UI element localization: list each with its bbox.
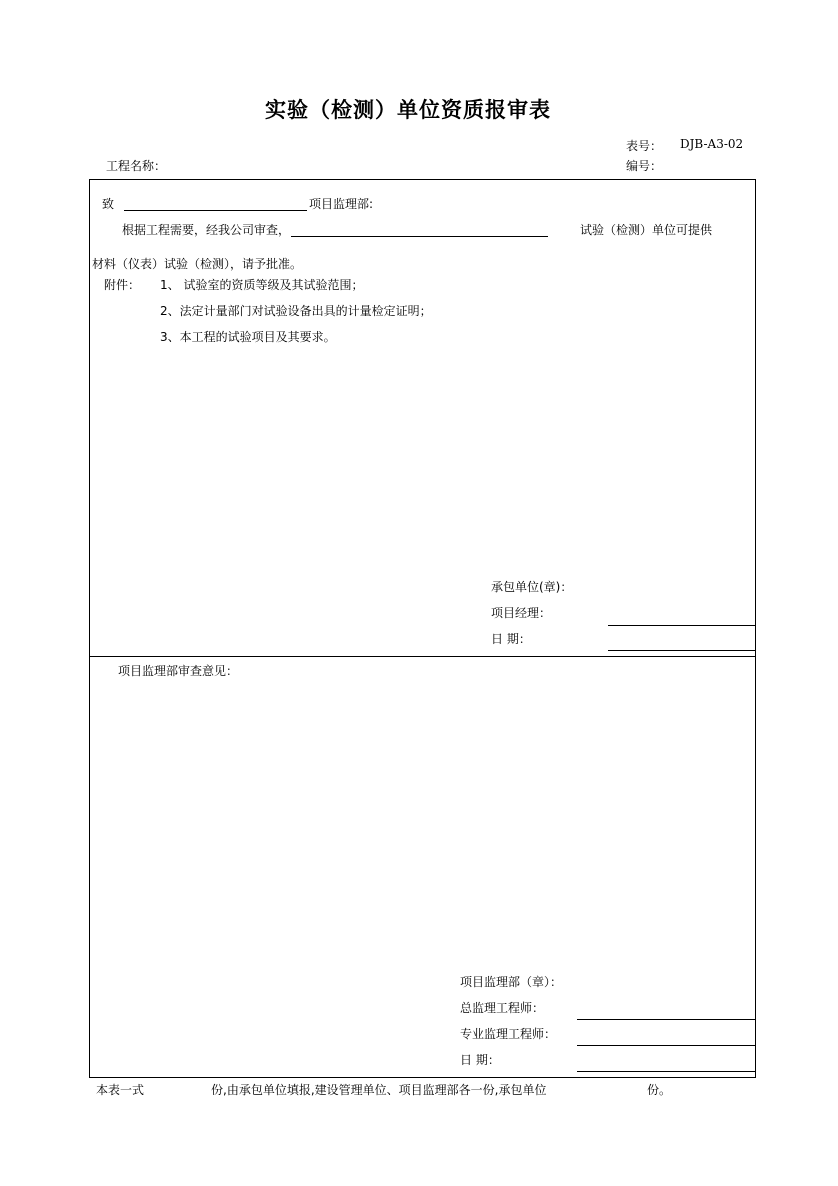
supervision-dept-seal-label: 项目监理部（章）： — [460, 975, 563, 989]
request-line1-tail: 试验（检测）单位可提供 — [580, 223, 713, 237]
serial-number-label: 编号： — [626, 159, 663, 173]
testing-unit-blank[interactable] — [291, 236, 548, 237]
application-section — [89, 179, 756, 657]
project-manager-signature-line[interactable] — [608, 625, 755, 626]
attachment-item: 2、法定计量部门对试验设备出具的计量检定证明； — [160, 304, 432, 318]
footer-note-end: 份。 — [647, 1083, 672, 1097]
form-number-label: 表号： — [626, 139, 663, 153]
to-suffix: 项目监理部: — [309, 197, 374, 211]
specialist-engineer-label: 专业监理工程师： — [460, 1027, 557, 1041]
to-prefix: 致 — [102, 197, 115, 211]
review-opinion-label: 项目监理部审查意见： — [118, 664, 239, 678]
review-section — [89, 656, 756, 1078]
application-date-label: 日 期： — [491, 632, 531, 646]
application-date-line[interactable] — [608, 650, 755, 651]
form-number-value: DJB-A3-02 — [680, 137, 744, 151]
chief-engineer-signature-line[interactable] — [577, 1019, 755, 1020]
page-title: 实验（检测）单位资质报审表 — [265, 98, 551, 122]
contractor-seal-label: 承包单位(章)： — [491, 580, 573, 594]
footer-note-middle: 份,由承包单位填报,建设管理单位、项目监理部各一份,承包单位 — [211, 1083, 547, 1097]
project-name-label: 工程名称： — [106, 159, 167, 173]
review-date-label: 日 期： — [460, 1053, 500, 1067]
request-line1: 根据工程需要，经我公司审查， — [122, 223, 291, 237]
footer-note-start: 本表一式 — [96, 1083, 145, 1097]
project-manager-label: 项目经理： — [491, 606, 552, 620]
attachment-item: 1、 试验室的资质等级及其试验范围； — [160, 278, 364, 292]
request-line2: 材料（仪表）试验（检测），请予批准。 — [92, 257, 303, 271]
recipient-blank[interactable] — [124, 210, 307, 211]
review-date-line[interactable] — [577, 1071, 755, 1072]
attachment-item: 3、本工程的试验项目及其要求。 — [160, 330, 336, 344]
attachments-label: 附件： — [104, 278, 141, 292]
chief-engineer-label: 总监理工程师： — [460, 1001, 545, 1015]
specialist-engineer-signature-line[interactable] — [577, 1045, 755, 1046]
